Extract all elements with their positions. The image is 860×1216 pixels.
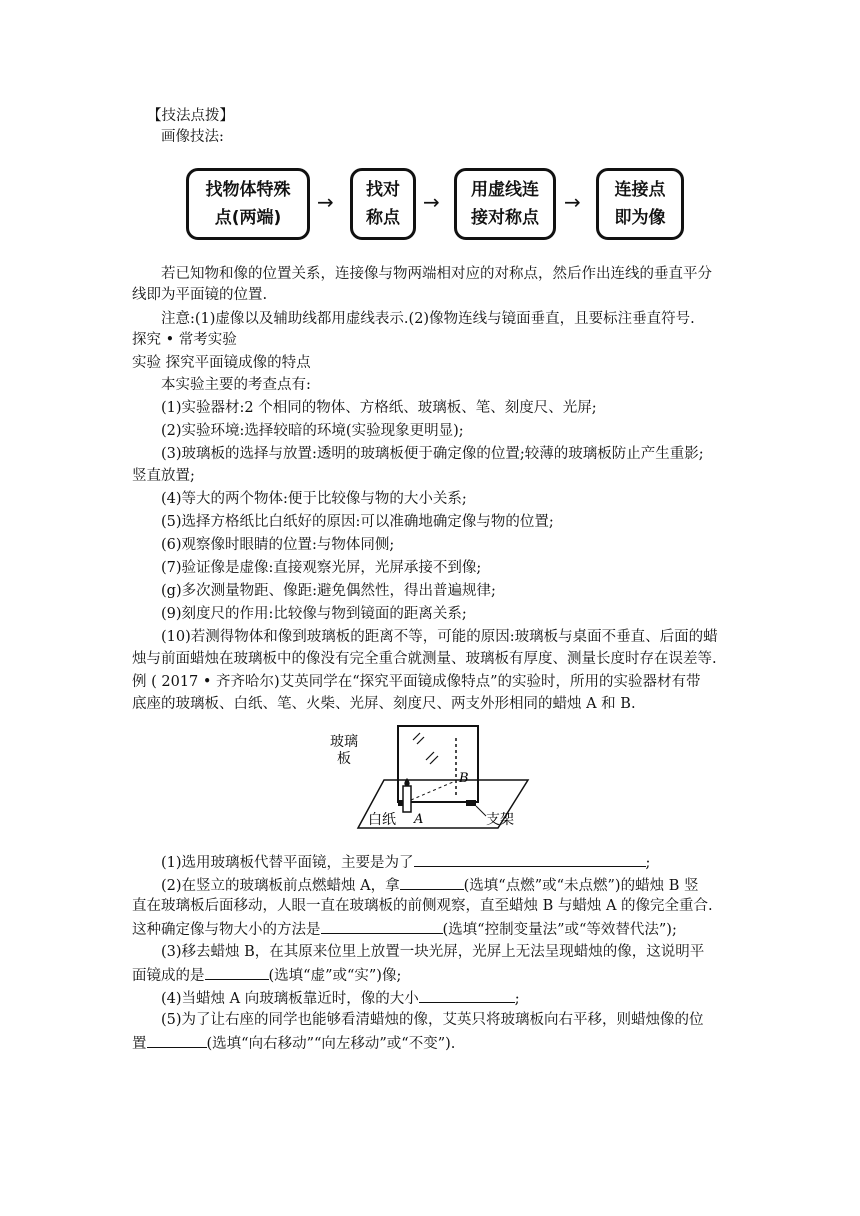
q4-text: (4)当蜡烛 A 向玻璃板靠近时，像的大小 xyxy=(161,991,419,1007)
glass-shine xyxy=(430,756,438,764)
flow-step-4-line1: 连接点 xyxy=(614,180,666,200)
question-5-line2 xyxy=(132,1032,455,1054)
q1-end: ; xyxy=(645,855,651,871)
point-3: (3)玻璃板的选择与放置:透明的玻璃板便于确定像的位置;较薄的玻璃板防止产生重影; xyxy=(161,446,704,462)
intro: 本实验主要的考查点有: xyxy=(161,377,311,393)
flow-arrow-3: → xyxy=(564,190,581,214)
sight-line-dashed xyxy=(411,782,453,800)
label-paper: 白纸 xyxy=(368,812,396,828)
q5-text-b: (选填“向右移动”“向左移动”或“不变”). xyxy=(206,1036,456,1052)
q1-text: (1)选用玻璃板代替平面镜，主要是为了 xyxy=(161,855,414,871)
q2-text-c: 这种确定像与物大小的方法是 xyxy=(132,922,321,938)
point-3-cont: 竖直放置; xyxy=(132,468,195,484)
point-6: (6)观察像时眼睛的位置:与物体同侧; xyxy=(161,537,395,553)
question-3-line1: (3)移去蜡烛 B，在其原来位里上放置一块光屏，光屏上无法呈现蜡烛的像，这说明平 xyxy=(161,944,705,960)
q5-text-a: 置 xyxy=(132,1036,147,1052)
point-10-cont: 烛与前面蜡烛在玻璃板中的像没有完全重合就测量、玻璃板有厚度、测量长度时存在误差等. xyxy=(132,651,717,667)
label-glass: 玻璃 xyxy=(330,734,358,750)
point-8: (g)多次测量物距、像距:避免偶然性，得出普遍规律; xyxy=(161,583,496,599)
label-stand: 支架 xyxy=(486,812,514,828)
q1-answer-blank[interactable] xyxy=(414,851,646,867)
point-7: (7)验证像是虚像:直接观察光屏，光屏承接不到像; xyxy=(161,560,482,576)
question-3-line2 xyxy=(132,964,401,986)
flow-step-1-line2: 点(两端) xyxy=(214,208,282,228)
point-5: (5)选择方格纸比白纸好的原因:可以准确地确定像与物的位置; xyxy=(161,514,554,530)
stand-pointer xyxy=(476,806,486,816)
q3-answer-blank[interactable] xyxy=(205,964,269,980)
para1-line2: 线即为平面镜的位置. xyxy=(132,287,268,303)
q2-text-d: (选填“控制变量法”或“等效替代法”); xyxy=(442,922,677,938)
question-2-line3 xyxy=(132,918,677,940)
section-title: 探究 • 常考实验 xyxy=(132,332,237,348)
glass-shine xyxy=(413,733,420,740)
point-10: (10)若测得物体和像到玻璃板的距离不等，可能的原因:玻璃板与桌面不垂直、后面的蜡 xyxy=(161,629,718,645)
question-4 xyxy=(161,987,520,1009)
flow-step-2-line2: 称点 xyxy=(366,208,400,228)
para1-line1: 若已知物和像的位置关系，连接像与物两端相对应的对称点，然后作出连线的垂直平分 xyxy=(161,266,712,282)
q4-end: ; xyxy=(514,991,520,1007)
flow-step-1 xyxy=(186,168,310,240)
note: 注意:(1)虚像以及辅助线都用虚线表示.(2)像物连线与镜面垂直，且要标注垂直符号. xyxy=(161,311,695,327)
flow-step-1-line1: 找物体特殊 xyxy=(205,180,291,200)
point-9: (9)刻度尺的作用:比较像与物到镜面的距离关系; xyxy=(161,606,467,622)
q5-answer-blank[interactable] xyxy=(147,1032,207,1048)
question-2-line1 xyxy=(161,874,698,896)
example-line1: 例 ( 2017 • 齐齐哈尔)艾英同学在“探究平面镜成像特点”的实验时，所用的实验器材有带 xyxy=(132,674,701,690)
flow-step-4-line2: 即为像 xyxy=(614,208,666,228)
candle-a-shape xyxy=(403,786,411,812)
q2-answer-blank-2[interactable] xyxy=(321,918,443,934)
example-line2: 底座的玻璃板、白纸、笔、火柴、光屏、刻度尺、两支外形相同的蜡烛 A 和 B. xyxy=(132,696,636,712)
flow-step-3 xyxy=(454,168,556,240)
experiment-figure xyxy=(328,720,538,832)
glass-shine xyxy=(417,737,424,744)
question-1 xyxy=(161,851,650,873)
q3-text-a: 面镜成的是 xyxy=(132,968,205,984)
q3-text-b: (选填“虚”或“实”)像; xyxy=(268,968,402,984)
q2-text-a: (2)在竖立的玻璃板前点燃蜡烛 A，拿 xyxy=(161,878,400,894)
flow-step-2 xyxy=(350,168,416,240)
label-board: 板 xyxy=(337,751,351,767)
flow-arrow-2: → xyxy=(423,190,440,214)
question-5-line1: (5)为了让右座的同学也能够看清蜡烛的像，艾英只将玻璃板向右平移，则蜡烛像的位 xyxy=(161,1012,704,1028)
glass-shine xyxy=(426,752,434,760)
point-2: (2)实验环境:选择较暗的环境(实验现象更明显); xyxy=(161,423,464,439)
label-a: A xyxy=(414,812,424,827)
flow-step-3-line2: 接对称点 xyxy=(471,208,539,228)
q4-answer-blank[interactable] xyxy=(419,987,515,1003)
flow-step-4 xyxy=(596,168,684,240)
point-4: (4)等大的两个物体:便于比较像与物的大小关系; xyxy=(161,491,467,507)
candle-a-flame xyxy=(404,778,409,786)
method-flowchart xyxy=(186,160,686,244)
stand-right xyxy=(466,800,476,806)
label-b: B xyxy=(459,771,469,786)
point-1: (1)实验器材:2 个相同的物体、方格纸、玻璃板、笔、刻度尺、光屏; xyxy=(161,400,597,416)
q2-answer-blank-1[interactable] xyxy=(400,874,464,890)
flow-step-3-line1: 用虚线连 xyxy=(471,180,539,200)
question-2-line2: 直在玻璃板后面移动，人眼一直在玻璃板的前侧观察，直至蜡烛 B 与蜡烛 A 的像完全重合. xyxy=(132,898,713,914)
flow-step-2-line1: 找对 xyxy=(366,180,400,200)
experiment-title: 实验 探究平面镜成像的特点 xyxy=(132,355,311,371)
q2-text-b: (选填“点燃”或“未点燃”)的蜡烛 B 竖 xyxy=(463,878,699,894)
flow-arrow-1: → xyxy=(317,190,334,214)
method-title: 画像技法: xyxy=(161,129,224,145)
tip-header: 【技法点拨】 xyxy=(147,108,234,124)
